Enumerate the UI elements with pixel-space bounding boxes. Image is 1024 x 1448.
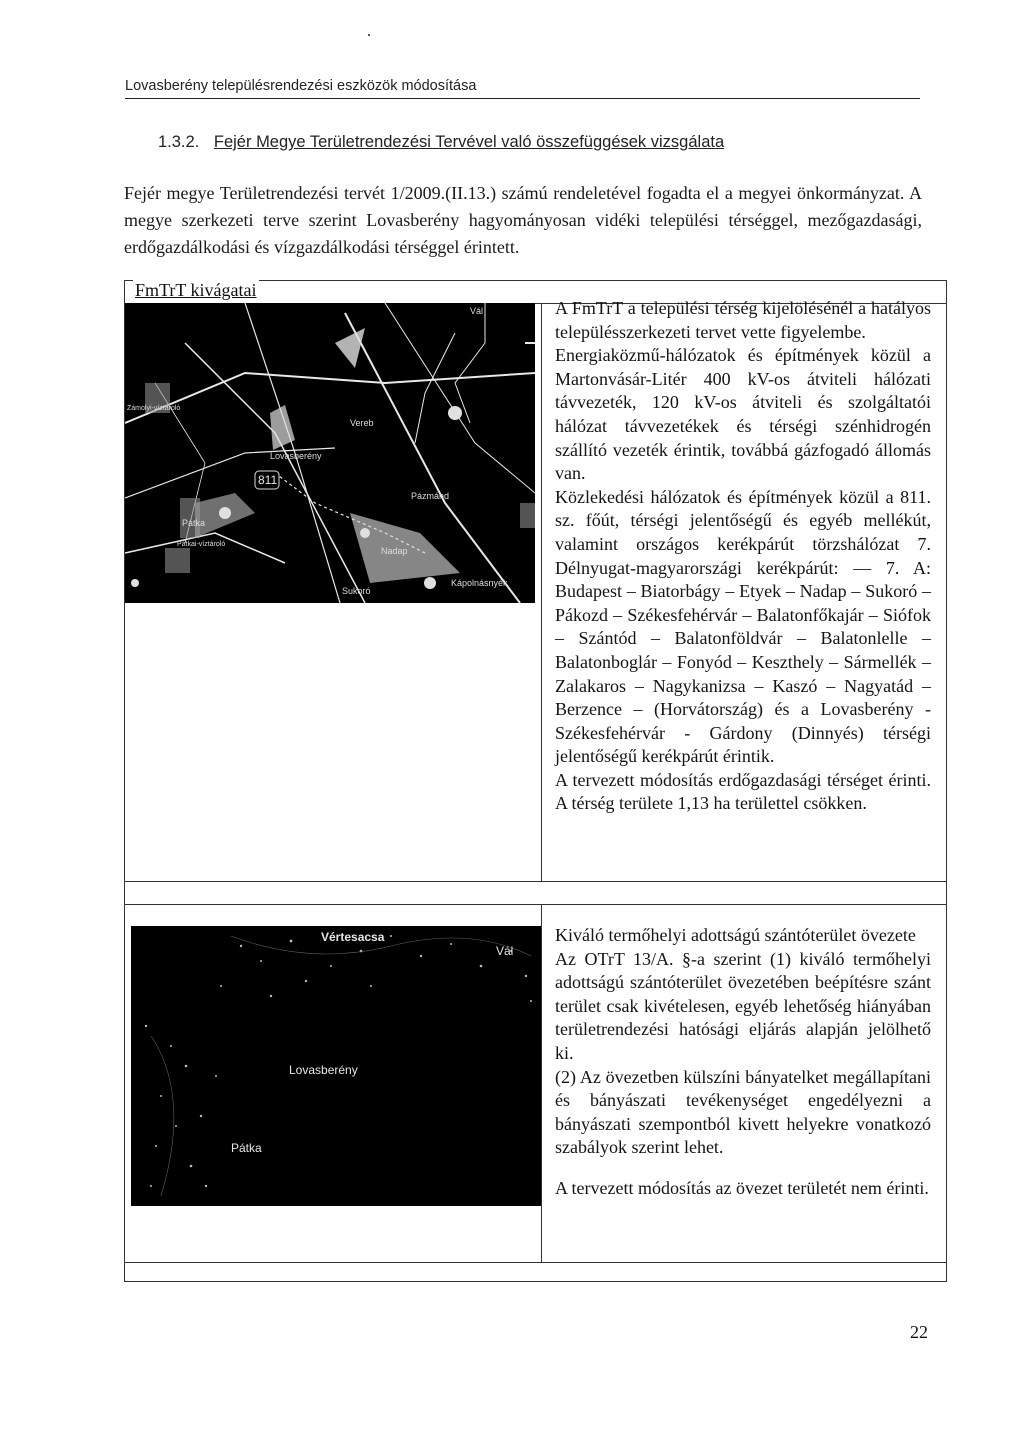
map-label-val: Vál: [496, 944, 514, 958]
row1-text: [555, 297, 931, 816]
row2-paragraph: (2) Az övezetben külszíni bányatelket megállapítani és bányászati tevékenységet engedélyezni a bányászati szempontból kivett helyekre vonatkozó szabályok szerint lehet.: [555, 1066, 931, 1158]
map-label-lovasbereny: Lovasberény: [270, 451, 322, 461]
row-divider: [125, 904, 946, 905]
column-divider: [541, 303, 542, 881]
fmtrt-structure-map: [125, 303, 535, 603]
row-divider: [125, 1262, 946, 1263]
fmtrt-table: [124, 280, 947, 1282]
row1-paragraph: Energiaközmű-hálózatok és építmények közül a Martonvásár-Litér 400 kV-os átviteli hálózati távvezeték, 120 kV-os átviteli és szolgáltatói hálózat távvezetékek és térségi szénhidrogén szállító vezeték érintik, továbbá gázfogadó állomás van.: [555, 345, 931, 484]
map-label-kapolnasnyek: Kápolnásnyék: [451, 578, 508, 588]
table-caption: FmTrT kivágatai: [135, 280, 257, 300]
row2-footer: A tervezett módosítás az övezet területét nem érinti.: [555, 1177, 929, 1198]
map-label-nadap: Nadap: [381, 546, 408, 556]
structure-map-graphic: [125, 303, 535, 603]
row1-paragraph: A tervezett módosítás erdőgazdasági térséget érinti. A térség területe 1,13 ha területtel csökken.: [555, 769, 931, 814]
row-divider: [125, 881, 946, 882]
map-label-patka: Pátka: [182, 518, 206, 528]
section-heading: [158, 133, 724, 152]
map-label-lovasbereny: Lovasberény: [289, 1063, 358, 1077]
row1-paragraph: Közlekedési hálózatok és építmények közül a 811. sz. főút, térségi jelentőségű és egyéb mellékút, valamint országos kerékpárút törzshálózat 7. Délnyugat-magyarországi kerékpárút: — 7. A: Budapest – Biatorbágy – Etyek – Nadap – Sukoró – Pákozd – Székesfehérvár – Balatonfőkajár – Siófok – Szántód – Balatonföldvár – Balatonlelle – Balatonboglár – Fonyód – Keszthely – Sármellék – Zalakaros – Nagykanizsa – Kaszó – Nagyatád – Berzence – (Horvátország) és a Lovasberény - Székesfehérvár - Gárdony (Dinnyés) térségi jelentőségű kerékpárút érintik.: [555, 486, 931, 767]
map-label-vereb: Vereb: [350, 418, 374, 428]
row2-text: [555, 924, 931, 1201]
map-label-pazmand: Pázmánd: [411, 491, 450, 501]
column-divider: [541, 904, 542, 1262]
map-label-zamoly: Zámolyi-víztároló: [127, 405, 181, 412]
map-label-vertesacsa: Vértesacsa: [321, 930, 385, 944]
arable-land-zone-map: [131, 926, 541, 1206]
running-header: Lovasberény településrendezési eszközök módosítása: [125, 78, 920, 99]
map-label-val: Vál: [470, 306, 484, 316]
row1-paragraph: A FmTrT a települési térség kijelölésénél a hatályos településszerkezeti tervet vette figyelembe.: [555, 298, 931, 342]
page-number: 22: [910, 1322, 928, 1342]
map-label-patka: Pátka: [231, 1141, 262, 1155]
map-label-sukoro: Sukoró: [342, 586, 371, 596]
section-title-text: Fejér Megye Területrendezési Tervével való összefüggések vizsgálata: [213, 133, 725, 151]
row2-paragraph: Kiváló termőhelyi adottságú szántóterület övezete: [555, 925, 916, 945]
road-number-811: 811: [258, 473, 278, 487]
row2-paragraph: Az OTrT 13/A. §-a szerint (1) kiváló termőhelyi adottságú szántóterület övezetében beépítésre szánt terület csak kivételesen, egyéb lehetőség hiányában területrendezési hatósági eljárás alapján jelölhető ki.: [555, 948, 931, 1063]
intro-paragraph: Fejér megye Területrendezési tervét 1/2009.(II.13.) számú rendeletével fogadta el a megyei önkormányzat. A megye szerkezeti terve szerint Lovasberény hagyományosan vidéki települési térséggel, mezőgazdasági, erdőgazdálkodási és vízgazdálkodási térséggel érintett.: [124, 183, 922, 257]
map-label-patka-viztarozo: Pátkai-víztároló: [177, 541, 226, 548]
scan-speck: [368, 34, 370, 36]
section-number: 1.3.2.: [158, 133, 200, 151]
